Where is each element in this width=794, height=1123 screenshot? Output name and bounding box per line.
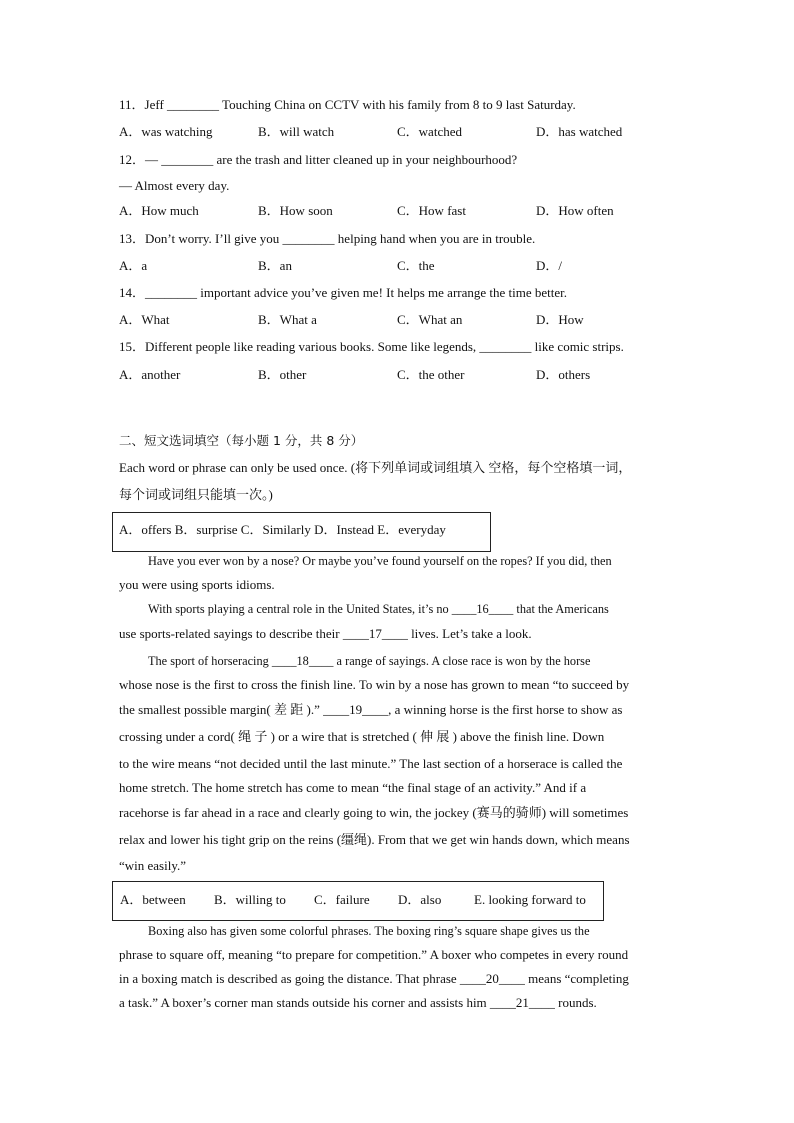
option-b[interactable]: B．How soon — [258, 203, 333, 218]
option-d[interactable]: D．/ — [536, 258, 563, 273]
option-a[interactable]: A．a — [119, 258, 148, 273]
option-a[interactable]: A．another — [119, 367, 181, 382]
word-box-2-option-d: D．also — [398, 892, 442, 907]
passage-line: With sports playing a central role in the United States, it’s no ____16____ that the Americans — [148, 601, 609, 616]
passage-line: phrase to square off, meaning “to prepare for competition.” A boxer who competes in every round — [119, 947, 629, 962]
option-b[interactable]: B．an — [258, 258, 292, 273]
passage-line: use sports-related sayings to describe their ____17____ lives. Let’s take a look. — [119, 626, 532, 641]
section-2-heading: 二、短文选词填空（每小题 1 分，共 8 分） — [119, 433, 364, 448]
option-a[interactable]: A．How much — [119, 203, 199, 218]
word-box-2-option-a: A．between — [120, 892, 186, 907]
question-12-reply: — Almost every day. — [119, 178, 230, 193]
passage-line: whose nose is the first to cross the finish line. To win by a nose has grown to mean “to succeed by — [119, 677, 630, 692]
word-box-1 — [112, 512, 491, 552]
word-box-2-option-c: C．failure — [314, 892, 370, 907]
question-13-stem: 13．Don’t worry. I’ll give you ________ helping hand when you are in trouble. — [119, 231, 536, 246]
option-b[interactable]: B．What a — [258, 312, 317, 327]
passage-line: a task.” A boxer’s corner man stands outside his corner and assists him ____21____ rounds. — [119, 995, 597, 1010]
section-2-instruction: Each word or phrase can only be used once. (将下列单词或词组填入 空格，每个空格填一词， — [119, 460, 632, 475]
question-14-stem: 14．________ important advice you’ve given me! It helps me arrange the time better. — [119, 285, 568, 300]
passage-line: home stretch. The home stretch has come to mean “the final stage of an activity.” And if a — [119, 780, 587, 795]
passage-line: “win easily.” — [119, 858, 187, 873]
option-c[interactable]: C．How fast — [397, 203, 466, 218]
question-12-stem: 12．— ________ are the trash and litter cleaned up in your neighbourhood? — [119, 152, 518, 167]
word-box-2 — [112, 881, 604, 921]
word-box-2-option-e: E. looking forward to — [474, 892, 586, 907]
passage-line: the smallest possible margin( 差 距 ).” ____19____, a winning horse is the first horse to show as — [119, 702, 623, 717]
passage-line: The sport of horseracing ____18____ a range of sayings. A close race is won by the horse — [148, 653, 591, 668]
question-14-options — [119, 312, 679, 328]
option-c[interactable]: C．the — [397, 258, 435, 273]
passage-line: you were using sports idioms. — [119, 577, 275, 592]
option-d[interactable]: D．others — [536, 367, 591, 382]
question-11-options — [119, 124, 679, 140]
option-a[interactable]: A．What — [119, 312, 170, 327]
question-13-options — [119, 258, 679, 274]
passage-line: Have you ever won by a nose? Or maybe you’ve found yourself on the ropes? If you did, then — [148, 553, 612, 568]
passage-line: racehorse is far ahead in a race and clearly going to win, the jockey (赛马的骑师) will sometimes — [119, 805, 629, 820]
option-c[interactable]: C．watched — [397, 124, 462, 139]
question-15-options — [119, 367, 679, 383]
passage-line: relax and lower his tight grip on the reins (缰绳). From that we get win hands down, which means — [119, 832, 630, 847]
word-box-1-options: A．offers B．surprise C．Similarly D．Instead E．everyday — [119, 522, 446, 537]
option-d[interactable]: D．has watched — [536, 124, 623, 139]
passage-line: crossing under a cord( 绳 子 ) or a wire that is stretched ( 伸 展 ) above the finish line. Down — [119, 729, 605, 744]
passage-line: in a boxing match is described as going the distance. That phrase ____20____ means “completing — [119, 971, 629, 986]
option-b[interactable]: B．will watch — [258, 124, 335, 139]
question-15-stem: 15．Different people like reading various books. Some like legends, ________ like comic strips. — [119, 339, 624, 354]
option-c[interactable]: C．the other — [397, 367, 465, 382]
option-c[interactable]: C．What an — [397, 312, 463, 327]
section-2-instruction-cont: 每个词或词组只能填一次。) — [119, 487, 273, 502]
passage-line: Boxing also has given some colorful phrases. The boxing ring’s square shape gives us the — [148, 923, 590, 938]
passage-line: to the wire means “not decided until the last minute.” The last section of a horserace is called the — [119, 756, 623, 771]
question-12-options — [119, 203, 679, 219]
option-d[interactable]: D．How often — [536, 203, 614, 218]
question-11-stem: 11．Jeff ________ Touching China on CCTV with his family from 8 to 9 last Saturday. — [119, 97, 576, 112]
word-box-2-option-b: B．willing to — [214, 892, 286, 907]
option-d[interactable]: D．How — [536, 312, 584, 327]
option-a[interactable]: A．was watching — [119, 124, 213, 139]
option-b[interactable]: B．other — [258, 367, 307, 382]
